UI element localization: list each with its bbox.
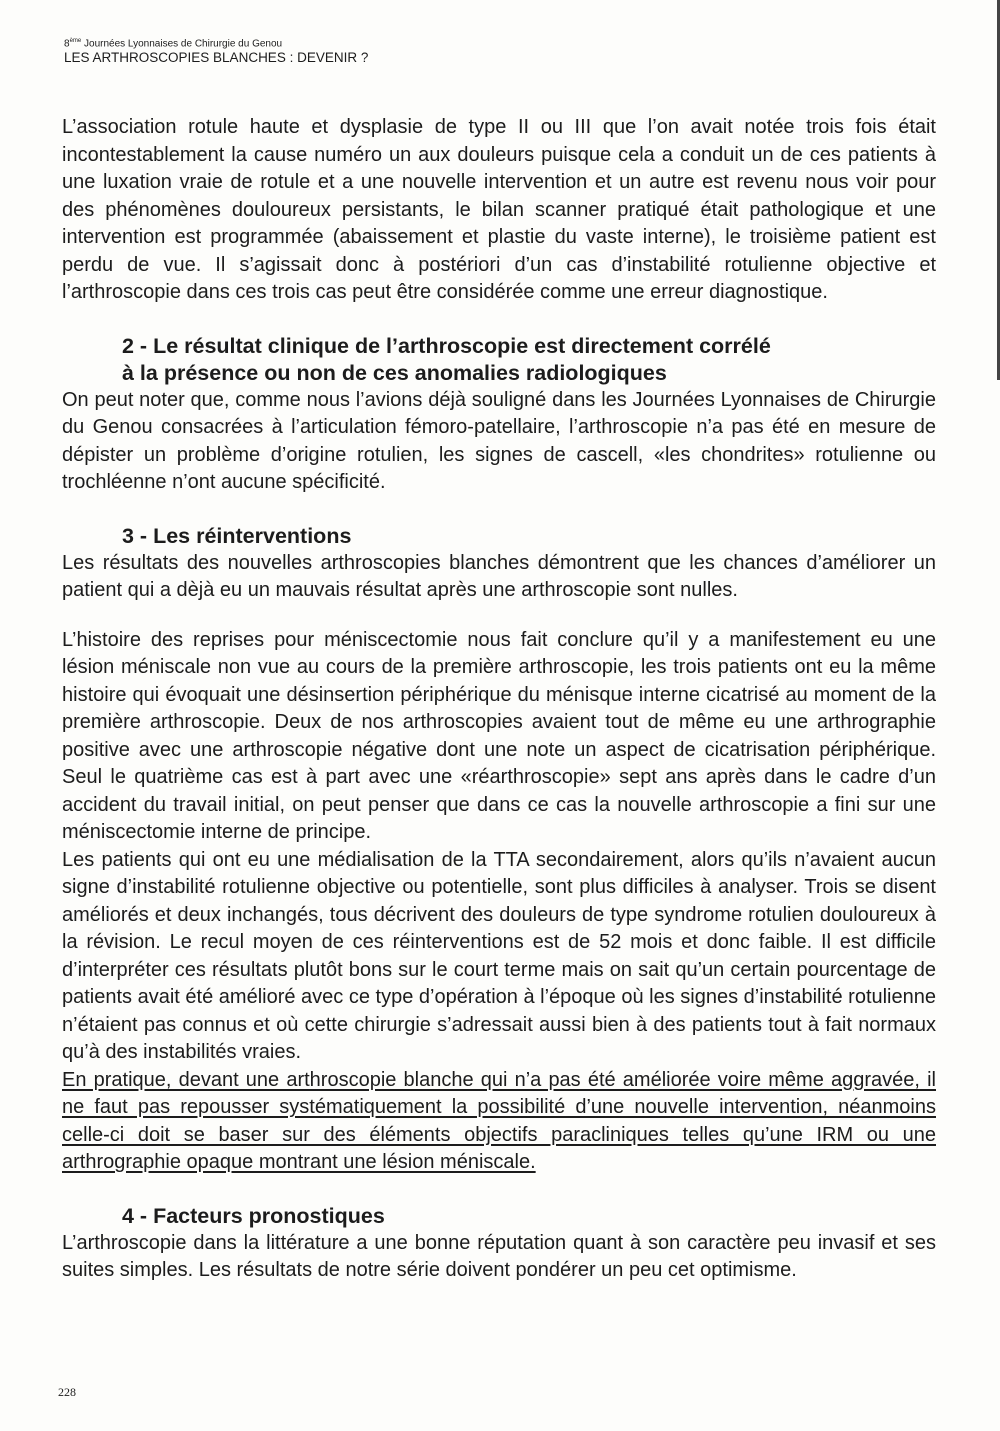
section-3-heading: 3 - Les réinterventions bbox=[122, 523, 352, 548]
article-body bbox=[62, 114, 936, 1285]
section-3-paragraph-3: Les patients qui ont eu une médialisation de la TTA secondairement, alors qu’ils n’avaient aucun signe d’instabilité rotulienne objective ou potentielle, sont plus difficiles à analyser. Trois se disent améliorés et deux inchangés, tous décrivent des douleurs de type syndrome rotulien douloureux à la révision. Le recul moyen de ces réinterventions est de 52 mois et donc faible. Il est difficile d’interpréter ces résultats plutôt bons sur le court terme mais on sait qu’un certain pourcentage de patients avait été amélioré avec ce type d’opération à l’époque où les signes d’instabilité rotulienne n’étaient pas connus et où cette chirurgie s’adressait aussi bien à des patients tout à fait normaux qu’à des instabilités vraies. bbox=[62, 848, 936, 1063]
page-number: 228 bbox=[58, 1385, 76, 1399]
section-2-heading-line2: à la présence ou non de ces anomalies radiologiques bbox=[122, 360, 667, 385]
section-4-heading: 4 - Facteurs pronostiques bbox=[122, 1203, 385, 1228]
chapter-title: LES ARTHROSCOPIES BLANCHES : DEVENIR ? bbox=[64, 49, 369, 65]
section-2-heading bbox=[62, 333, 936, 387]
ordinal-number: 8 bbox=[64, 38, 70, 50]
section-3-paragraph-4-underlined: En pratique, devant une arthroscopie blanche qui n’a pas été améliorée voire même aggravée, il ne faut pas repousser systématiquement la possibilité d’une nouvelle intervention, néanmoins celle-ci doit se baser sur des éléments objectifs paracliniques telles qu’une IRM ou une arthrographie opaque montrant une lésion méniscale. bbox=[62, 1068, 936, 1173]
ordinal-suffix: ème bbox=[69, 38, 82, 44]
section-2-paragraph: On peut noter que, comme nous l’avions déjà souligné dans les Journées Lyonnaises de Chirurgie du Genou consacrées à l’articulation fémoro-patellaire, l’arthroscopie n’a pas été en mesure de dépister un problème d’origine rotulien, les signes de cascell, «les chondrites» rotulienne ou trochléenne n’ont aucune spécificité. bbox=[62, 388, 936, 493]
section-3-paragraph-2: L’histoire des reprises pour méniscectomie nous fait conclure qu’il y a manifestement eu une lésion méniscale non vue au cours de la première arthroscopie, les trois patients ont eu la même histoire qui évoquait une désinsertion périphérique du ménisque interne cicatrisé au moment de la première arthroscopie. Deux de nos arthroscopies avaient tout de même eu une arthrographie positive avec une arthroscopie négative dont une note un aspect de cicatrisation périphérique. Seul le quatrième cas est à part avec une «réarthroscopie» sept ans après dans le cadre d’un accident du travail initial, on peut penser que dans ce cas la nouvelle arthroscopie a fini sur une méniscectomie interne de principe. bbox=[62, 628, 936, 843]
conference-name bbox=[64, 38, 368, 50]
running-header bbox=[64, 38, 368, 65]
section-3-paragraph-1: Les résultats des nouvelles arthroscopies blanches démontrent que les chances d’améliorer un patient qui a dèjà eu un mauvais résultat après une arthroscopie sont nulles. bbox=[62, 551, 936, 601]
intro-paragraph: L’association rotule haute et dysplasie de type II ou III que l’on avait notée trois fois était incontestablement la cause numéro un aux douleurs puisque cela a conduit un de ces patients à une luxation vraie de rotule et a une nouvelle intervention et un autre est revenu nous voir pour des phénomènes douloureux persistants, le bilan scanner pratiqué était pathologique et une intervention est programmée (abaissement et plastie du vaste interne), le troisième patient est perdu de vue. Il s’agissait donc à postériori d’un cas d’instabilité rotulienne objective et l’arthroscopie dans ces trois cas peut être considérée comme une erreur diagnostique. bbox=[62, 116, 936, 303]
conference-label: Journées Lyonnaises de Chirurgie du Genou bbox=[84, 38, 283, 50]
section-2-heading-line1: 2 - Le résultat clinique de l’arthroscopie est directement corrélé bbox=[122, 333, 771, 358]
section-4-paragraph: L’arthroscopie dans la littérature a une bonne réputation quant à son caractère peu invasif et ses suites simples. Les résultats de notre série doivent pondérer un peu cet optimisme. bbox=[62, 1231, 936, 1281]
